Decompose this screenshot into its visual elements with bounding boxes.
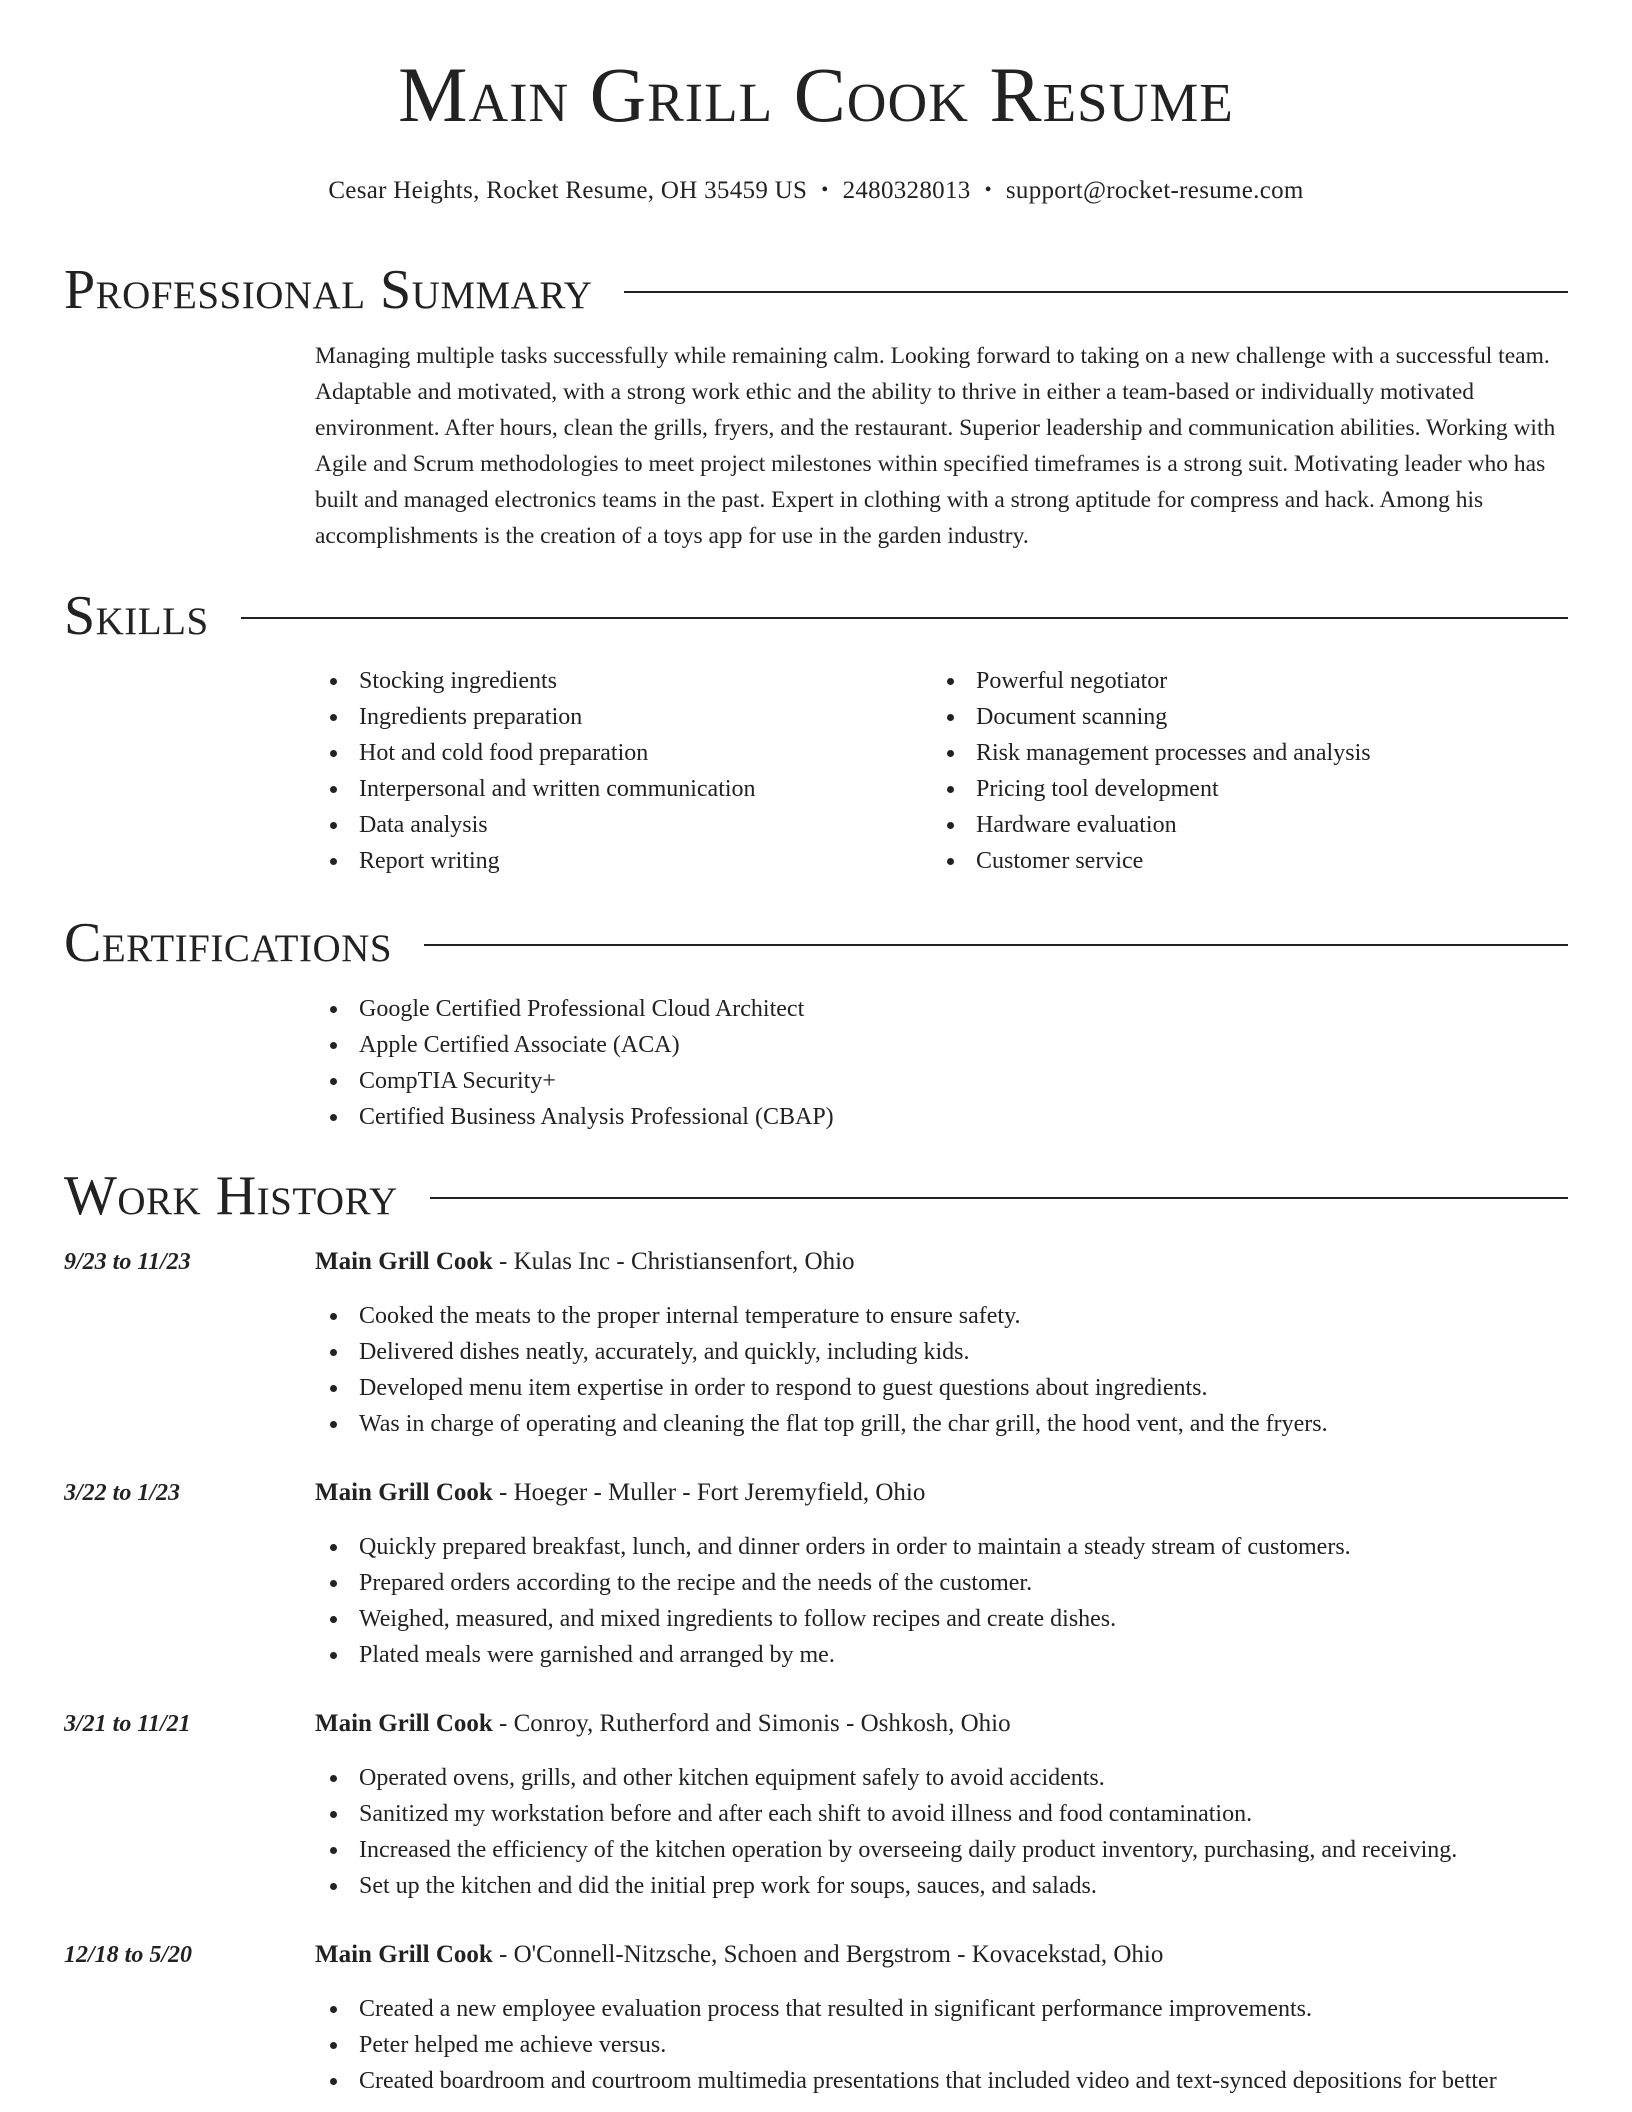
certification-item: Google Certified Professional Cloud Architect	[315, 991, 834, 1027]
skill-item: Risk management processes and analysis	[932, 735, 1371, 771]
certification-item: Certified Business Analysis Professional (CBAP)	[315, 1099, 834, 1135]
job-bullets	[315, 1991, 1497, 2099]
skills-list-column-1	[315, 663, 756, 879]
section-divider	[241, 617, 1568, 619]
certifications-section-header	[64, 912, 1568, 974]
work-history-heading: Work History	[64, 1165, 398, 1227]
skill-item: Customer service	[932, 843, 1371, 879]
job-dates: 3/22 to 1/23	[64, 1480, 181, 1506]
job-role-line	[315, 1475, 925, 1511]
job-bullet: Plated meals were garnished and arranged by me.	[315, 1637, 1351, 1673]
job-title: Main Grill Cook	[315, 1479, 493, 1506]
skill-item: Hot and cold food preparation	[315, 735, 756, 771]
contact-separator: •	[984, 179, 992, 201]
job-role-line	[315, 1937, 1163, 1973]
job-bullet: Sanitized my workstation before and after each shift to avoid illness and food contamination.	[315, 1796, 1457, 1832]
skill-item: Data analysis	[315, 807, 756, 843]
section-divider	[424, 944, 1568, 946]
job-title: Main Grill Cook	[315, 1710, 493, 1737]
contact-phone: 2480328013	[842, 177, 971, 204]
contact-email: support@rocket-resume.com	[1005, 177, 1304, 204]
job-bullet: Was in charge of operating and cleaning the flat top grill, the char grill, the hood vent, and the fryers.	[315, 1406, 1328, 1442]
job-bullets	[315, 1760, 1457, 1904]
job-dates: 12/18 to 5/20	[64, 1942, 193, 1968]
job-bullets	[315, 1298, 1328, 1442]
contact-line	[0, 177, 1632, 205]
job-bullet: Quickly prepared breakfast, lunch, and dinner orders in order to maintain a steady stream of customers.	[315, 1529, 1351, 1565]
job-bullets	[315, 1529, 1351, 1673]
job-role-line	[315, 1244, 855, 1280]
skills-section-header	[64, 585, 1568, 647]
job-dates: 9/23 to 11/23	[64, 1249, 191, 1275]
job-employer-location: - Conroy, Rutherford and Simonis - Oshkosh, Ohio	[492, 1710, 1011, 1737]
summary-heading: Professional Summary	[64, 259, 593, 321]
skill-item: Stocking ingredients	[315, 663, 756, 699]
skill-item: Hardware evaluation	[932, 807, 1371, 843]
job-employer-location: - Kulas Inc - Christiansenfort, Ohio	[492, 1248, 855, 1275]
job-employer-location: - Hoeger - Muller - Fort Jeremyfield, Ohio	[492, 1479, 926, 1506]
summary-section-header	[64, 259, 1568, 321]
work-history-section-header	[64, 1165, 1568, 1227]
certification-item: Apple Certified Associate (ACA)	[315, 1027, 834, 1063]
job-bullet: Delivered dishes neatly, accurately, and quickly, including kids.	[315, 1334, 1328, 1370]
job-bullet: Created boardroom and courtroom multimedia presentations that included video and text-synced depositions for better	[315, 2063, 1497, 2099]
job-bullet: Created a new employee evaluation process that resulted in significant performance improvements.	[315, 1991, 1497, 2027]
job-role-line	[315, 1706, 1011, 1742]
job-bullet: Increased the efficiency of the kitchen operation by overseeing daily product inventory, purchasing, and receiving.	[315, 1832, 1457, 1868]
skill-item: Powerful negotiator	[932, 663, 1371, 699]
skill-item: Interpersonal and written communication	[315, 771, 756, 807]
job-bullet: Cooked the meats to the proper internal temperature to ensure safety.	[315, 1298, 1328, 1334]
skill-item: Pricing tool development	[932, 771, 1371, 807]
job-bullet: Operated ovens, grills, and other kitchen equipment safely to avoid accidents.	[315, 1760, 1457, 1796]
job-bullet: Set up the kitchen and did the initial prep work for soups, sauces, and salads.	[315, 1868, 1457, 1904]
job-bullet: Prepared orders according to the recipe and the needs of the customer.	[315, 1565, 1351, 1601]
skill-item: Ingredients preparation	[315, 699, 756, 735]
contact-separator: •	[821, 179, 829, 201]
skill-item: Document scanning	[932, 699, 1371, 735]
resume-title: Main Grill Cook Resume	[398, 51, 1234, 138]
certifications-list	[315, 991, 834, 1135]
contact-address: Cesar Heights, Rocket Resume, OH 35459 US	[328, 177, 808, 204]
skills-list-column-2	[932, 663, 1371, 879]
job-bullet: Developed menu item expertise in order to respond to guest questions about ingredients.	[315, 1370, 1328, 1406]
job-title: Main Grill Cook	[315, 1941, 493, 1968]
skill-item: Report writing	[315, 843, 756, 879]
job-dates: 3/21 to 11/21	[64, 1711, 191, 1737]
skills-heading: Skills	[64, 585, 209, 647]
section-divider	[624, 291, 1568, 293]
certifications-heading: Certifications	[64, 912, 393, 974]
job-employer-location: - O'Connell-Nitzsche, Schoen and Bergstrom - Kovacekstad, Ohio	[492, 1941, 1164, 1968]
section-divider	[430, 1197, 1568, 1199]
certification-item: CompTIA Security+	[315, 1063, 834, 1099]
job-bullet: Weighed, measured, and mixed ingredients to follow recipes and create dishes.	[315, 1601, 1351, 1637]
job-title: Main Grill Cook	[315, 1248, 493, 1275]
summary-text: Managing multiple tasks successfully while remaining calm. Looking forward to taking on a new challenge with a successful team. Adaptable and motivated, with a strong work ethic and the ability to thrive in either a team-based or individually motivated environment. After hours, clean the grills, fryers, and the restaurant. Superior leadership and communication abilities. Working with Agile and Scrum methodologies to meet project milestones within specified timeframes is a strong suit. Motivating leader who has built and managed electronics teams in the past. Expert in clothing with a strong aptitude for compress and hack. Among his accomplishments is the creation of a toys app for use in the garden industry.	[315, 343, 1556, 549]
job-bullet: Peter helped me achieve versus.	[315, 2027, 1497, 2063]
